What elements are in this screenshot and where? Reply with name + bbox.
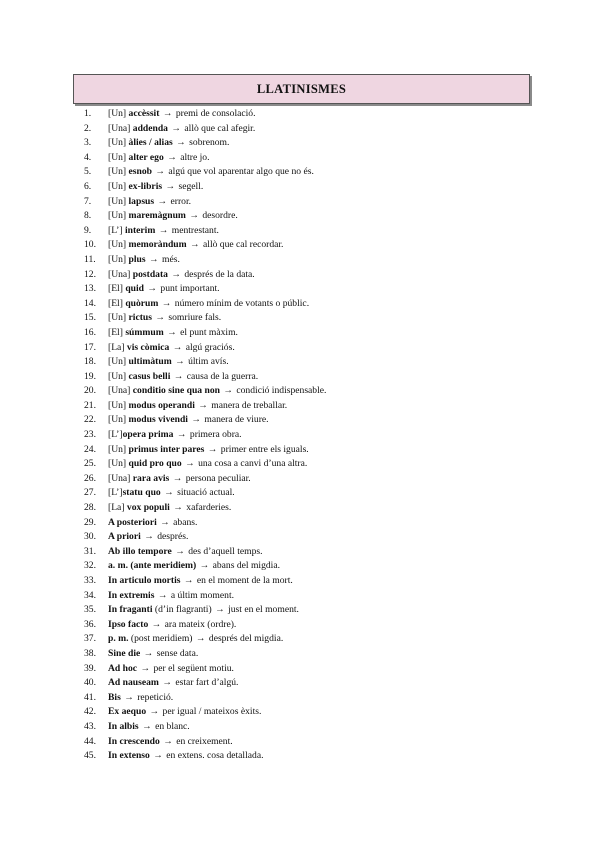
item-term: ultimàtum [128,356,172,368]
item-definition: segell. [178,180,204,192]
item-term: lapsus [128,195,155,207]
item-number: 22. [84,414,96,426]
item-term: casus belli [128,370,171,382]
item-term: maremàgnum [128,210,186,222]
item-article: [Un] [108,166,129,178]
item-text [108,209,238,224]
item-term: quòrum [125,297,159,309]
item-text [108,574,293,589]
item-article: [Un] [108,414,129,426]
arrow-icon: → [215,604,225,616]
item-number: 44. [84,735,96,747]
arrow-icon: → [147,283,158,295]
item-number: 40. [84,677,96,689]
item-term: rara avis [132,472,170,484]
item-article: [El] [108,326,126,338]
item-number: 8. [84,210,92,222]
item-article: [Una] [108,268,133,280]
item-definition: una cosa a canvi d’una altra. [198,458,308,470]
item-article: [La] [108,502,127,514]
item-text [108,253,180,268]
item-article: [Un] [108,239,129,251]
item-definition: condició indispensable. [236,385,327,397]
item-term: esnob [128,166,152,178]
item-number: 2. [84,122,92,134]
item-text [108,545,263,560]
arrow-icon: → [176,429,187,441]
item-definition: mentrestant. [171,224,219,236]
item-definition: persona peculiar. [185,472,251,484]
item-definition: estar fart d’algú. [175,677,239,689]
item-number: 11. [84,253,96,265]
item-number: 38. [84,647,96,659]
arrow-icon: → [185,458,195,470]
item-text [108,501,231,516]
item-definition: últim avís. [188,356,229,368]
arrow-icon: → [183,575,194,586]
item-definition: en extens. cosa detallada. [166,750,264,762]
item-term: rictus [128,312,152,324]
item-definition: situació actual. [177,487,235,499]
arrow-icon: → [195,633,206,645]
item-number: 21. [84,399,96,411]
item-note: (d’in flagranti) [152,604,212,616]
item-number: 16. [84,326,96,338]
arrow-icon: → [198,399,208,411]
item-article: [El] [108,297,126,309]
item-definition: ara mateix (ordre). [164,618,237,630]
arrow-icon: → [124,691,134,703]
item-text [108,676,238,691]
arrow-icon: → [162,108,173,119]
item-term: àlies / alias [128,137,173,149]
arrow-icon: → [171,268,181,280]
item-definition: abans. [173,516,198,528]
item-term: In crescendo [108,735,160,747]
item-text [108,326,238,341]
item-term: p. m. [108,633,129,645]
item-text [108,224,219,239]
item-definition: allò que cal afegir. [184,122,256,134]
item-term: conditio sine qua non [132,385,220,397]
item-number: 20. [84,385,96,397]
item-text [108,662,234,677]
item-term: In articulo mortis [108,575,181,586]
item-text [108,705,261,720]
item-number: 29. [84,516,96,528]
item-term: A posteriori [108,516,157,528]
arrow-icon: → [173,502,183,514]
item-term: statu quo [122,487,161,499]
item-number: 34. [84,589,96,601]
item-text [108,399,287,414]
item-term: Ad hoc [108,662,138,674]
item-definition: després. [157,531,189,543]
item-number: 25. [84,458,96,470]
item-number: 1. [84,108,92,119]
item-text [108,559,280,574]
item-article: [Un] [108,108,129,119]
arrow-icon: → [162,677,172,689]
item-definition: manera de treballar. [211,399,288,411]
item-definition: just en el moment. [228,604,299,616]
item-text [108,107,255,122]
item-term: interim [124,224,156,236]
item-article: [La] [108,341,127,353]
item-definition: en blanc. [155,720,190,732]
item-term: vox populi [126,502,170,514]
item-number: 30. [84,531,96,543]
item-article: [L’] [108,429,123,441]
item-number: 10. [84,239,96,251]
item-term: plus [128,253,146,265]
item-article: [Un] [108,210,129,222]
item-definition: desordre. [202,210,238,222]
arrow-icon: → [189,210,199,222]
item-article: [Un] [108,370,129,382]
item-number: 31. [84,545,96,557]
arrow-icon: → [144,531,154,543]
arrow-icon: → [167,151,177,163]
item-definition: allò que cal recordar. [203,239,284,251]
item-number: 3. [84,137,92,149]
arrow-icon: → [155,166,165,178]
item-term: Ad nauseam [108,677,159,689]
arrow-icon: → [151,618,162,630]
item-definition: punt important. [160,283,220,295]
item-text [108,457,307,472]
arrow-icon: → [149,253,159,265]
item-text [108,647,198,662]
item-number: 24. [84,443,96,455]
item-article: [Un] [108,443,129,455]
item-number: 19. [84,370,96,382]
item-term: In extenso [108,750,150,762]
item-number: 28. [84,502,96,514]
item-text [108,136,229,151]
arrow-icon: → [165,180,176,192]
item-term: In albis [108,720,139,732]
item-definition: somriure fals. [168,312,222,324]
item-text [108,603,299,618]
item-number: 7. [84,195,92,207]
item-definition: causa de la guerra. [186,370,259,382]
item-article: [Un] [108,312,129,324]
item-definition: algú que vol aparentar algo que no és. [168,166,314,178]
item-number: 42. [84,706,96,718]
item-number: 45. [84,750,96,762]
item-text [108,341,235,356]
item-text [108,618,236,633]
item-number: 35. [84,604,96,616]
item-number: 14. [84,297,96,309]
item-article: [Un] [108,253,129,265]
item-term: súmmum [125,326,164,338]
item-number: 5. [84,166,92,178]
arrow-icon: → [157,589,168,601]
item-number: 43. [84,720,96,732]
item-article: [Un] [108,195,129,207]
item-text [108,516,197,531]
item-term: quid [125,283,145,295]
item-definition: més. [162,253,180,265]
item-number: 39. [84,662,96,674]
arrow-icon: → [175,356,185,368]
arrow-icon: → [160,516,170,528]
item-number: 41. [84,691,96,703]
item-term: vis còmica [126,341,170,353]
item-term: modus vivendi [128,414,188,426]
arrow-icon: → [223,385,233,397]
item-text [108,384,326,399]
item-term: memoràndum [128,239,187,251]
item-term: Ipso facto [108,618,149,630]
item-term: alter ego [128,151,164,163]
item-text [108,370,258,385]
arrow-icon: → [191,414,201,426]
item-definition: repetició. [137,691,174,703]
item-article: [Un] [108,180,129,192]
item-text [108,472,251,487]
item-article: [Un] [108,356,129,368]
item-article: [Un] [108,151,129,163]
item-term: quid pro quo [128,458,182,470]
item-definition: per igual / mateixos èxits. [162,706,262,718]
item-number: 33. [84,575,96,586]
item-number: 18. [84,356,96,368]
arrow-icon: → [172,341,183,353]
item-definition: des d’aquell temps. [188,545,263,557]
item-text [108,428,242,443]
item-text [108,311,221,326]
arrow-icon: → [161,297,172,309]
item-text [108,749,263,764]
item-definition: en creixement. [176,735,233,747]
item-article: [L’] [108,224,125,236]
item-text [108,180,203,195]
item-text [108,735,233,750]
item-definition: sense data. [156,647,199,659]
item-definition: després de la data. [184,268,255,280]
arrow-icon: → [164,487,174,499]
item-text [108,195,191,210]
item-term: primus inter pares [128,443,205,455]
item-term: Ex aequo [108,706,147,718]
item-text [108,443,309,458]
arrow-icon: → [175,545,185,557]
item-definition: número mínim de votants o públic. [174,297,310,309]
item-definition: en el moment de la mort. [196,575,293,586]
item-number: 4. [84,151,92,163]
item-note: (post meridiem) [128,633,193,645]
arrow-icon: → [143,647,154,659]
arrow-icon: → [171,122,181,134]
item-definition: xafarderies. [186,502,232,514]
item-text [108,151,210,166]
item-definition: premi de consolació. [175,108,256,119]
item-definition: abans del migdia. [212,560,280,572]
item-number: 27. [84,487,96,499]
item-term: In fraganti [108,604,153,616]
item-term: modus operandi [128,399,195,411]
item-text [108,413,269,428]
item-number: 36. [84,618,96,630]
arrow-icon: → [158,224,169,236]
item-text [108,268,255,283]
item-term: Bis [108,691,121,703]
arrow-icon: → [167,326,177,338]
arrow-icon: → [142,720,152,732]
item-number: 32. [84,560,96,572]
item-text [108,238,283,253]
item-definition: algú graciós. [185,341,235,353]
title-box [73,74,530,104]
item-article: [El] [108,283,126,295]
item-term: a. m. (ante meridiem) [108,560,197,572]
item-term: accèssit [128,108,160,119]
item-definition: el punt màxim. [180,326,238,338]
item-term: Sine die [108,647,141,659]
item-term: ex-libris [128,180,163,192]
item-number: 13. [84,283,96,295]
item-definition: després del migdia. [208,633,284,645]
item-text [108,632,283,647]
arrow-icon: → [157,195,168,207]
item-article: [Un] [108,137,129,149]
arrow-icon: → [172,472,183,484]
item-number: 9. [84,224,92,236]
item-text [108,355,229,370]
item-number: 23. [84,429,96,441]
item-term: A priori [108,531,141,543]
arrow-icon: → [153,750,163,762]
arrow-icon: → [199,560,210,572]
item-definition: manera de viure. [204,414,269,426]
item-term: postdata [132,268,168,280]
item-definition: altre jo. [180,151,210,163]
arrow-icon: → [173,370,184,382]
item-number: 17. [84,341,96,353]
item-definition: primera obra. [189,429,242,441]
arrow-icon: → [163,735,173,747]
item-definition: primer entre els iguals. [220,443,309,455]
item-text [108,691,173,706]
item-term: Ab illo tempore [108,545,172,557]
item-text [108,486,235,501]
item-number: 6. [84,180,92,192]
item-number: 26. [84,472,96,484]
item-text [108,282,220,297]
item-text [108,165,314,180]
item-number: 12. [84,268,96,280]
arrow-icon: → [176,137,186,149]
item-term: In extremis [108,589,155,601]
arrow-icon: → [190,239,200,251]
item-article: [Un] [108,399,129,411]
arrow-icon: → [149,706,160,718]
item-text [108,530,188,545]
item-text [108,122,255,137]
item-number: 37. [84,633,96,645]
item-text [108,720,190,735]
item-text [108,589,234,604]
item-article: [Una] [108,122,133,134]
item-article: [Un] [108,458,129,470]
arrow-icon: → [155,312,165,324]
item-term: addenda [132,122,168,134]
arrow-icon: → [207,443,218,455]
item-definition: error. [170,195,192,207]
page-title: LLATINISMES [256,81,347,96]
item-definition: a últim moment. [170,589,235,601]
item-article: [Una] [108,472,133,484]
item-article: [L’] [108,487,123,499]
item-number: 15. [84,312,96,324]
item-definition: per el següent motiu. [153,662,234,674]
arrow-icon: → [140,662,151,674]
item-text [108,297,309,312]
item-article: [Una] [108,385,133,397]
item-term: opera prima [122,429,174,441]
item-definition: sobrenom. [189,137,230,149]
